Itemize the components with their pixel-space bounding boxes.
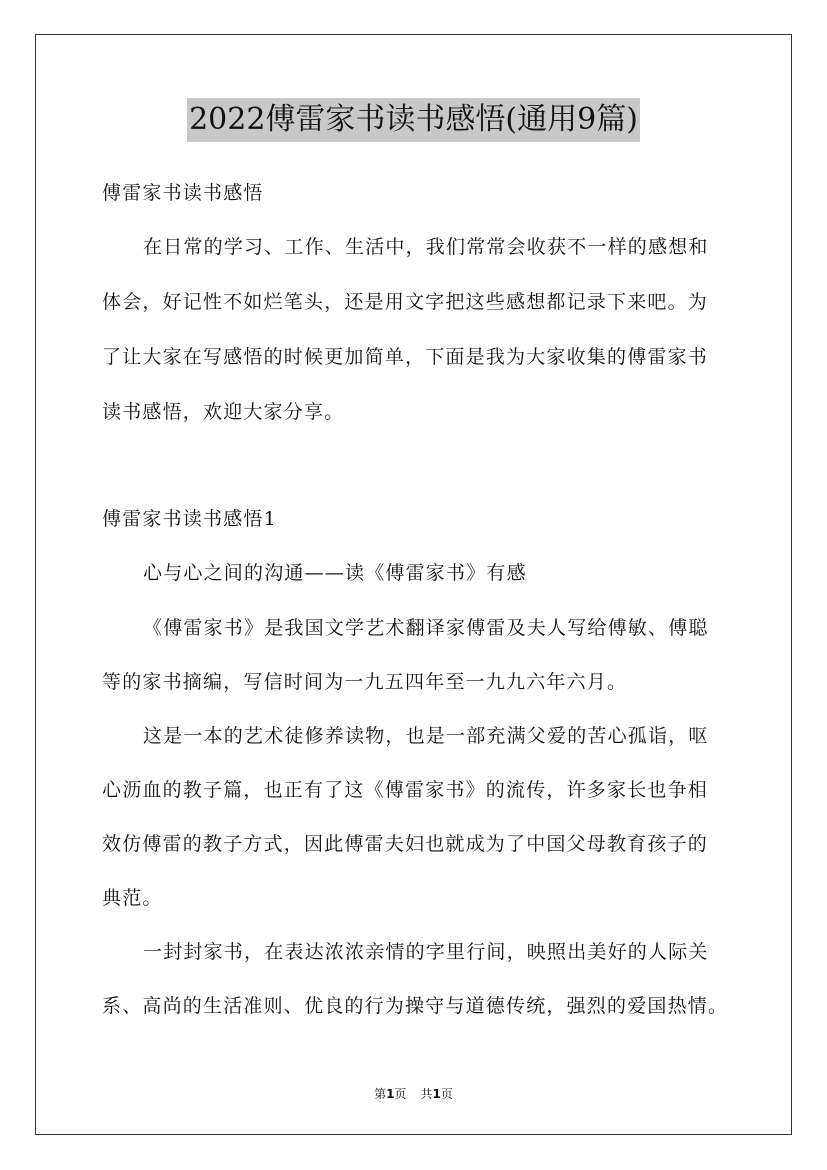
paragraph-line: 心沥血的教子篇，也正有了这《傅雷家书》的流传，许多家长也争相 [102,779,709,801]
footer-total-prefix: 共 [420,1087,433,1101]
title-container [0,98,827,142]
paragraph-line: 典范。 [102,887,163,909]
paragraph-line: 《傅雷家书》是我国文学艺术翻译家傅雷及夫人写给傅敏、傅聪 [143,617,709,639]
footer-total-number: 1 [432,1087,441,1101]
intro-line: 体会，好记性不如烂笔头，还是用文字把这些感想都记录下来吧。为 [102,291,709,313]
footer-total-suffix: 页 [440,1087,453,1101]
section-heading: 傅雷家书读书感悟 [102,182,264,204]
paragraph-line: 一封封家书，在表达浓浓亲情的字里行间，映照出美好的人际关 [143,941,709,963]
intro-line: 了让大家在写感悟的时候更加简单，下面是我为大家收集的傅雷家书 [102,346,709,368]
paragraph-line: 系、高尚的生活准则、优良的行为操守与道德传统，强烈的爱国热情。 [102,995,729,1017]
paragraph-line: 等的家书摘编，写信时间为一九五四年至一九九六年六月。 [102,671,628,693]
intro-line: 在日常的学习、工作、生活中，我们常常会收获不一样的感想和 [143,236,709,258]
intro-line: 读书感悟，欢迎大家分享。 [102,401,345,423]
document-title: 2022傅雷家书读书感悟(通用9篇) [187,98,640,142]
footer-page-prefix: 第 [374,1087,387,1101]
page-footer [0,1085,827,1102]
paragraph-line: 这是一本的艺术徒修养读物，也是一部充满父爱的苦心孤诣，呕 [143,725,709,747]
article-subtitle: 心与心之间的沟通——读《傅雷家书》有感 [143,562,527,584]
article-heading: 傅雷家书读书感悟1 [102,508,277,530]
footer-page-mid: 页 [394,1087,407,1101]
footer-page-number: 1 [386,1087,395,1101]
paragraph-line: 效仿傅雷的教子方式，因此傅雷夫妇也就成为了中国父母教育孩子的 [102,833,709,855]
